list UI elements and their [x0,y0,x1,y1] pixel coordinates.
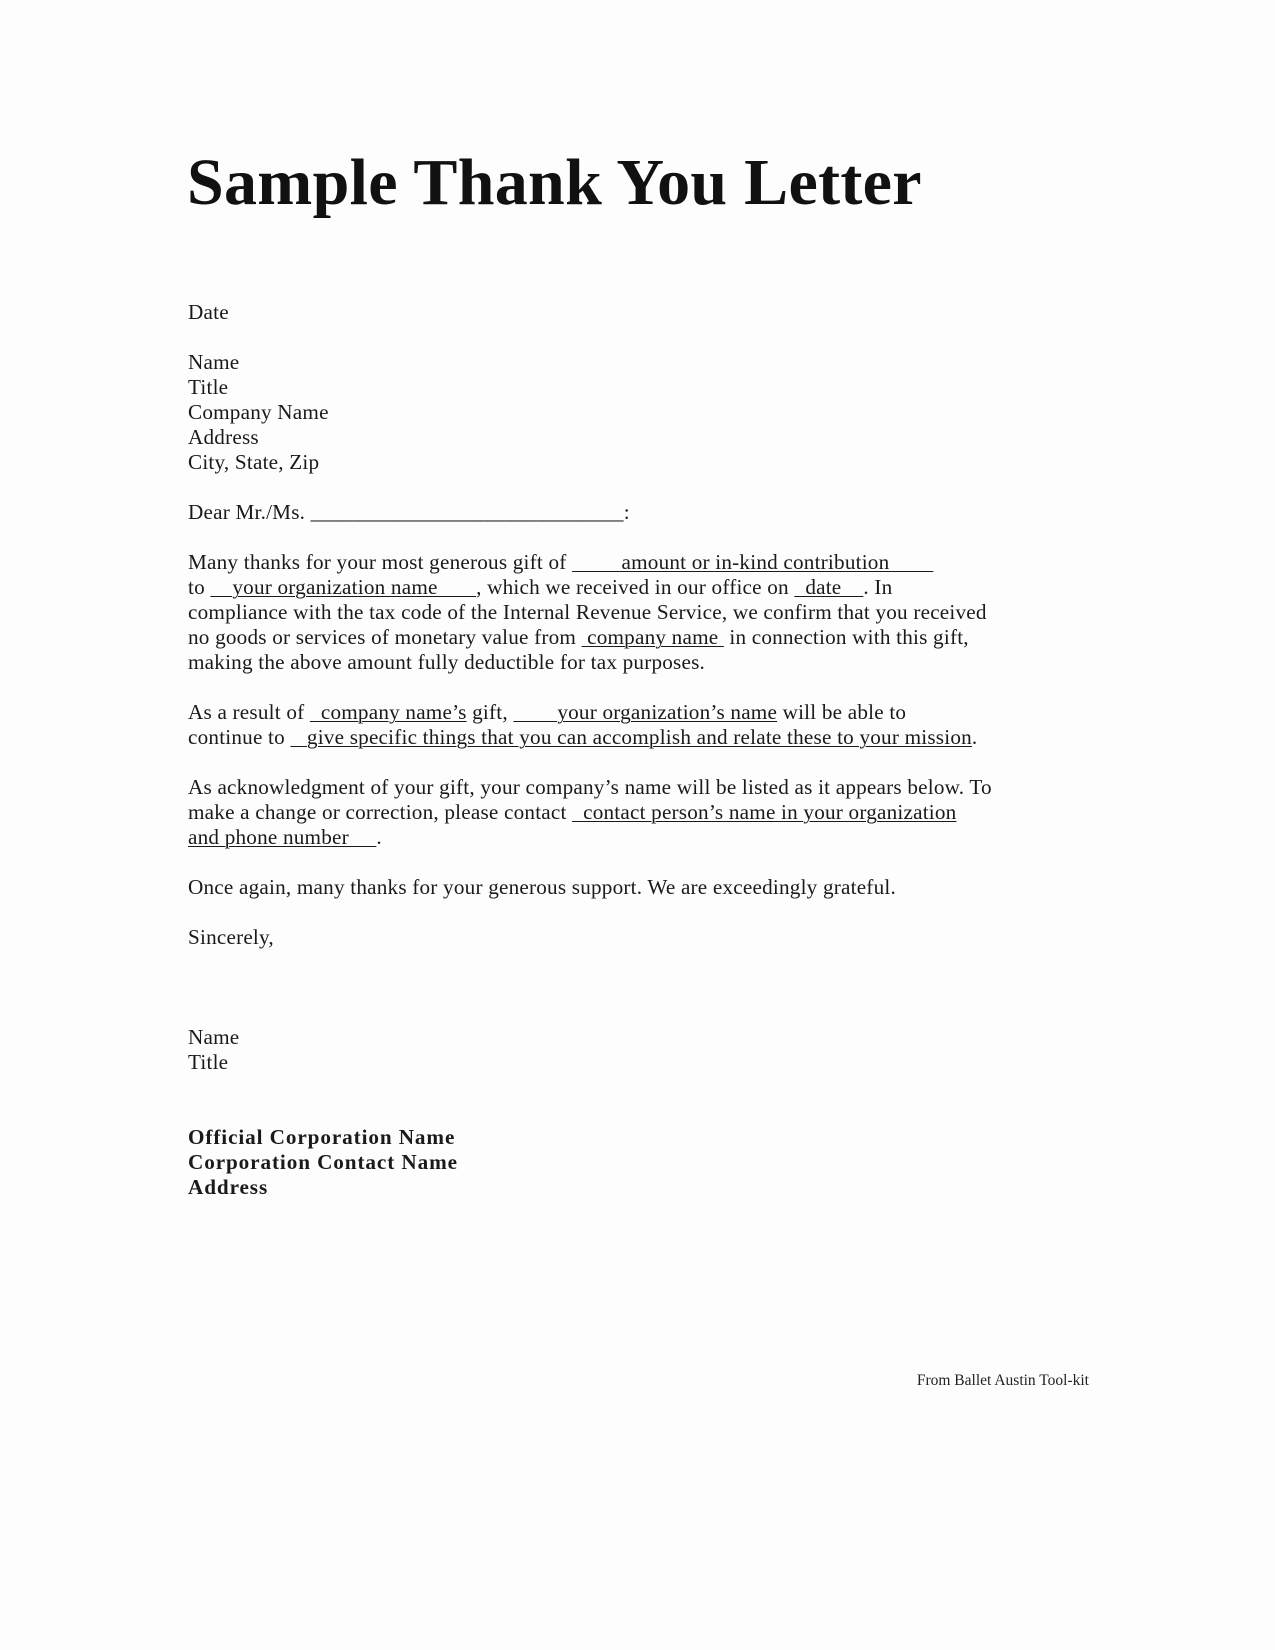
recipient-address: Address [188,425,259,449]
gift-text: no goods or services of monetary value from [188,625,582,649]
corporation-address: Address [188,1175,269,1199]
mission-blank: give specific things that you can accomplish and relate these to your mission [290,725,972,749]
gift-text: in connection with this gift, [723,625,969,649]
gift-text: compliance with the tax code of the Internal Revenue Service, we confirm that you received [188,600,987,624]
gift-text: making the above amount fully deductible for tax purposes. [188,650,706,674]
date-line: Date [188,300,229,324]
acknowledgment-text: . [376,825,382,849]
result-text: As a result of [188,700,310,724]
paragraph-gift [188,550,1088,675]
salutation [188,500,1088,525]
recipient-company: Company Name [188,400,329,424]
gift-text: . In [863,575,893,599]
letter-body [188,300,1088,1200]
salutation-suffix: : [623,500,630,524]
page-title: Sample Thank You Letter [187,146,922,219]
result-text: continue to [188,725,291,749]
corporation-contact-name: Corporation Contact Name [188,1150,458,1174]
salutation-prefix: Dear Mr./Ms. [188,500,306,524]
acknowledgment-text: make a change or correction, please contact [188,800,573,824]
recipient-name: Name [188,350,240,374]
signer-name: Name [188,1025,240,1049]
salutation-blank: _____________________________ [310,500,624,524]
result-text: will be able to [777,700,907,724]
paragraph-result [188,700,1088,750]
contact-person-blank: contact person’s name in your organization [572,800,957,824]
date-blank: date [794,575,864,599]
paragraph-acknowledgment [188,775,1088,850]
company-name-blank: company name’s [309,700,467,724]
gift-amount-blank: amount or in-kind contribution [572,550,934,574]
corporation-block [188,1125,1088,1200]
gift-text: , which we received in our office on [476,575,795,599]
closing: Sincerely, [188,925,274,949]
corporation-official-name: Official Corporation Name [188,1125,456,1149]
recipient-city-state-zip: City, State, Zip [188,450,320,474]
gift-text: to [188,575,211,599]
recipient-block [188,350,1088,475]
acknowledgment-text: As acknowledgment of your gift, your company’s name will be listed as it appears below. To [188,775,992,799]
signer-title: Title [188,1050,229,1074]
organization-name-blank: your organization name [210,575,477,599]
phone-number-blank: and phone number [188,825,377,849]
gift-text: Many thanks for your most generous gift of [188,550,573,574]
result-text: . [971,725,978,749]
company-name-blank: company name [581,625,724,649]
footer-source-note: From Ballet Austin Tool-kit [916,1372,1089,1389]
result-text: gift, [466,700,514,724]
recipient-title: Title [188,375,229,399]
organization-name-blank: your organization’s name [513,700,778,724]
signature-block [188,1025,1088,1075]
paragraph-thanks: Once again, many thanks for your generous support. We are exceedingly grateful. [188,875,896,899]
